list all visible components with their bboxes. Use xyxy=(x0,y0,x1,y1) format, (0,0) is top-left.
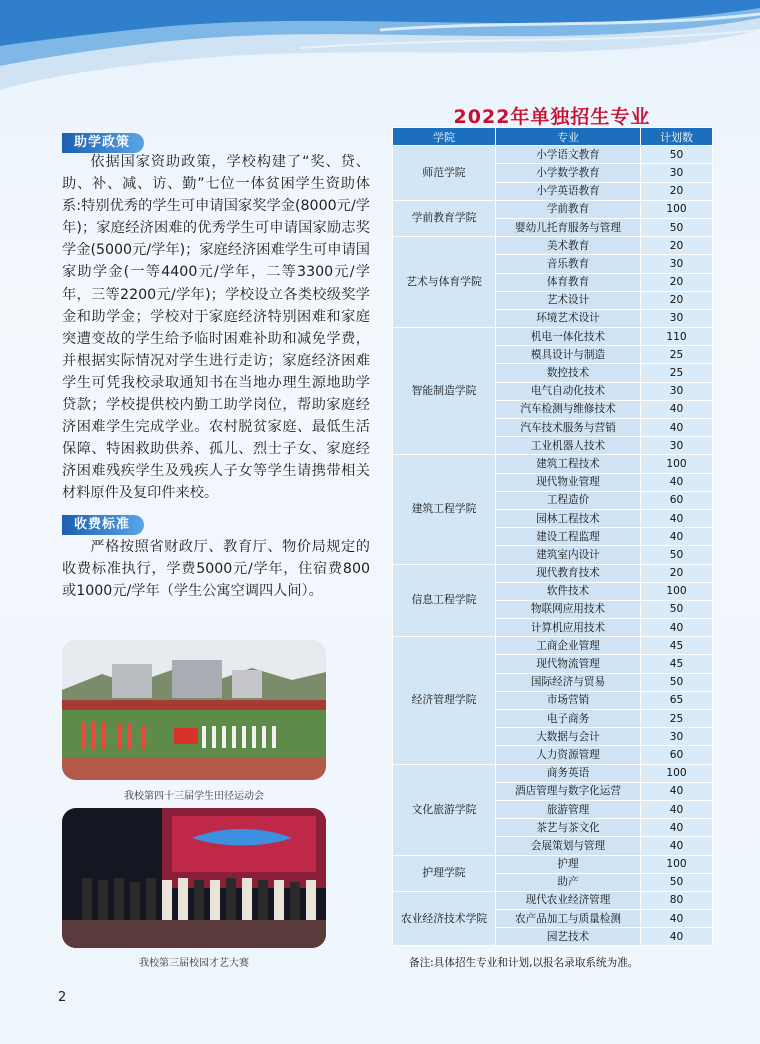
major-cell: 美术教育 xyxy=(496,237,641,255)
major-cell: 工业机器人技术 xyxy=(496,437,641,455)
plan-cell: 40 xyxy=(641,800,713,818)
college-cell: 文化旅游学院 xyxy=(393,764,496,855)
college-cell: 农业经济技术学院 xyxy=(393,891,496,946)
plan-cell: 30 xyxy=(641,437,713,455)
table-row xyxy=(393,455,713,473)
major-cell: 市场营销 xyxy=(496,691,641,709)
header-wave-decoration xyxy=(0,0,760,110)
college-cell: 经济管理学院 xyxy=(393,637,496,764)
plan-cell: 40 xyxy=(641,528,713,546)
plan-cell: 45 xyxy=(641,655,713,673)
major-cell: 建筑室内设计 xyxy=(496,546,641,564)
table-body xyxy=(393,146,713,946)
college-cell: 建筑工程学院 xyxy=(393,455,496,564)
plan-cell: 110 xyxy=(641,328,713,346)
major-cell: 汽车技术服务与营销 xyxy=(496,419,641,437)
table-row xyxy=(393,200,713,218)
major-cell: 艺术设计 xyxy=(496,291,641,309)
plan-cell: 25 xyxy=(641,364,713,382)
enrollment-table-title: 2022年单独招生专业 xyxy=(453,106,651,128)
plan-cell: 20 xyxy=(641,564,713,582)
major-cell: 数控技术 xyxy=(496,364,641,382)
table-row xyxy=(393,637,713,655)
major-cell: 现代物业管理 xyxy=(496,473,641,491)
table-row xyxy=(393,855,713,873)
major-cell: 农产品加工与质量检测 xyxy=(496,910,641,928)
table-row xyxy=(393,764,713,782)
major-cell: 工程造价 xyxy=(496,491,641,509)
plan-cell: 40 xyxy=(641,837,713,855)
plan-cell: 50 xyxy=(641,218,713,236)
plan-cell: 40 xyxy=(641,400,713,418)
fee-standard-heading: 收费标准 xyxy=(62,515,144,535)
fee-standard-text: 严格按照省财政厅、教育厅、物价局规定的收费标准执行，学费5000元/学年，住宿费800或1000元/学年（学生公寓空调四人间）。 xyxy=(62,539,370,600)
major-cell: 学前教育 xyxy=(496,200,641,218)
table-row xyxy=(393,891,713,909)
table-row xyxy=(393,328,713,346)
major-cell: 软件技术 xyxy=(496,582,641,600)
plan-cell: 60 xyxy=(641,746,713,764)
major-cell: 工商企业管理 xyxy=(496,637,641,655)
college-cell: 信息工程学院 xyxy=(393,564,496,637)
major-cell: 小学语文教育 xyxy=(496,146,641,164)
plan-cell: 50 xyxy=(641,146,713,164)
plan-cell: 20 xyxy=(641,237,713,255)
plan-cell: 40 xyxy=(641,619,713,637)
plan-cell: 30 xyxy=(641,255,713,273)
table-row xyxy=(393,237,713,255)
plan-cell: 100 xyxy=(641,855,713,873)
college-cell: 学前教育学院 xyxy=(393,200,496,236)
major-cell: 会展策划与管理 xyxy=(496,837,641,855)
plan-cell: 65 xyxy=(641,691,713,709)
plan-cell: 100 xyxy=(641,200,713,218)
plan-cell: 40 xyxy=(641,509,713,527)
major-cell: 体育教育 xyxy=(496,273,641,291)
major-cell: 计算机应用技术 xyxy=(496,619,641,637)
major-cell: 酒店管理与数字化运营 xyxy=(496,782,641,800)
plan-cell: 30 xyxy=(641,309,713,327)
plan-cell: 40 xyxy=(641,419,713,437)
major-cell: 环境艺术设计 xyxy=(496,309,641,327)
table-note: 备注:具体招生专业和计划,以报名录取系统为准。 xyxy=(409,957,639,969)
college-cell: 护理学院 xyxy=(393,855,496,891)
plan-cell: 30 xyxy=(641,164,713,182)
major-cell: 建设工程监理 xyxy=(496,528,641,546)
major-cell: 机电一体化技术 xyxy=(496,328,641,346)
major-cell: 物联网应用技术 xyxy=(496,600,641,618)
major-cell: 园林工程技术 xyxy=(496,509,641,527)
plan-cell: 20 xyxy=(641,182,713,200)
enrollment-table xyxy=(392,127,712,946)
college-cell: 智能制造学院 xyxy=(393,328,496,455)
sports-meet-photo xyxy=(62,640,326,780)
header-major: 专业 xyxy=(496,128,641,146)
major-cell: 大数据与会计 xyxy=(496,728,641,746)
talent-show-photo xyxy=(62,808,326,948)
plan-cell: 25 xyxy=(641,710,713,728)
plan-cell: 40 xyxy=(641,928,713,946)
plan-cell: 40 xyxy=(641,782,713,800)
major-cell: 现代教育技术 xyxy=(496,564,641,582)
major-cell: 助产 xyxy=(496,873,641,891)
major-cell: 小学英语教育 xyxy=(496,182,641,200)
plan-cell: 50 xyxy=(641,600,713,618)
major-cell: 商务英语 xyxy=(496,764,641,782)
header-plan: 计划数 xyxy=(641,128,713,146)
major-cell: 现代农业经济管理 xyxy=(496,891,641,909)
major-cell: 国际经济与贸易 xyxy=(496,673,641,691)
plan-cell: 40 xyxy=(641,473,713,491)
college-cell: 艺术与体育学院 xyxy=(393,237,496,328)
college-cell: 师范学院 xyxy=(393,146,496,201)
major-cell: 护理 xyxy=(496,855,641,873)
plan-cell: 30 xyxy=(641,728,713,746)
aid-policy-text: 依据国家资助政策，学校构建了“奖、贷、助、补、减、访、勤”七位一体贫困学生资助体系:特别优秀的学生可申请国家奖学金(8000元/学年)；家庭经济困难的优秀学生可申请国家励志奖学金(5000元/学年)；家庭经济困难学生可申请国家助学金(一等4400元/学年，二等3300元/学年，三等2200元/学年)；学校设立各类校级奖学金和助学金；学校对于家庭经济特别困难和家庭突遭变故的学生给予临时困难补助和减免学费，并根据实际情况对学生进行走访；家庭经济困难学生可凭我校录取通知书在当地办理生源地助学贷款；学校提供校内勤工助学岗位，帮助家庭经济困难学生完成学业。农村脱贫家庭、最低生活保障、特困救助供养、孤儿、烈士子女、家庭经济困难残疾学生及残疾人子女等学生请携带相关材料原件及复印件来校。 xyxy=(62,154,370,502)
table-row xyxy=(393,146,713,164)
plan-cell: 25 xyxy=(641,346,713,364)
major-cell: 电气自动化技术 xyxy=(496,382,641,400)
major-cell: 汽车检测与维修技术 xyxy=(496,400,641,418)
header-college: 学院 xyxy=(393,128,496,146)
major-cell: 音乐教育 xyxy=(496,255,641,273)
major-cell: 婴幼儿托育服务与管理 xyxy=(496,218,641,236)
major-cell: 模具设计与制造 xyxy=(496,346,641,364)
plan-cell: 30 xyxy=(641,382,713,400)
plan-cell: 50 xyxy=(641,673,713,691)
plan-cell: 40 xyxy=(641,819,713,837)
plan-cell: 80 xyxy=(641,891,713,909)
plan-cell: 100 xyxy=(641,455,713,473)
major-cell: 旅游管理 xyxy=(496,800,641,818)
plan-cell: 100 xyxy=(641,582,713,600)
major-cell: 人力资源管理 xyxy=(496,746,641,764)
major-cell: 茶艺与茶文化 xyxy=(496,819,641,837)
sports-meet-caption: 我校第四十三届学生田径运动会 xyxy=(124,791,264,802)
talent-show-caption: 我校第三届校园才艺大赛 xyxy=(139,958,249,969)
table-row xyxy=(393,564,713,582)
plan-cell: 100 xyxy=(641,764,713,782)
plan-cell: 50 xyxy=(641,873,713,891)
plan-cell: 40 xyxy=(641,910,713,928)
plan-cell: 45 xyxy=(641,637,713,655)
plan-cell: 50 xyxy=(641,546,713,564)
major-cell: 电子商务 xyxy=(496,710,641,728)
plan-cell: 20 xyxy=(641,291,713,309)
major-cell: 现代物流管理 xyxy=(496,655,641,673)
plan-cell: 20 xyxy=(641,273,713,291)
page-number: 2 xyxy=(58,990,67,1005)
plan-cell: 60 xyxy=(641,491,713,509)
major-cell: 建筑工程技术 xyxy=(496,455,641,473)
aid-policy-heading: 助学政策 xyxy=(62,133,144,153)
major-cell: 小学数学教育 xyxy=(496,164,641,182)
table-header-row xyxy=(393,128,713,146)
major-cell: 园艺技术 xyxy=(496,928,641,946)
